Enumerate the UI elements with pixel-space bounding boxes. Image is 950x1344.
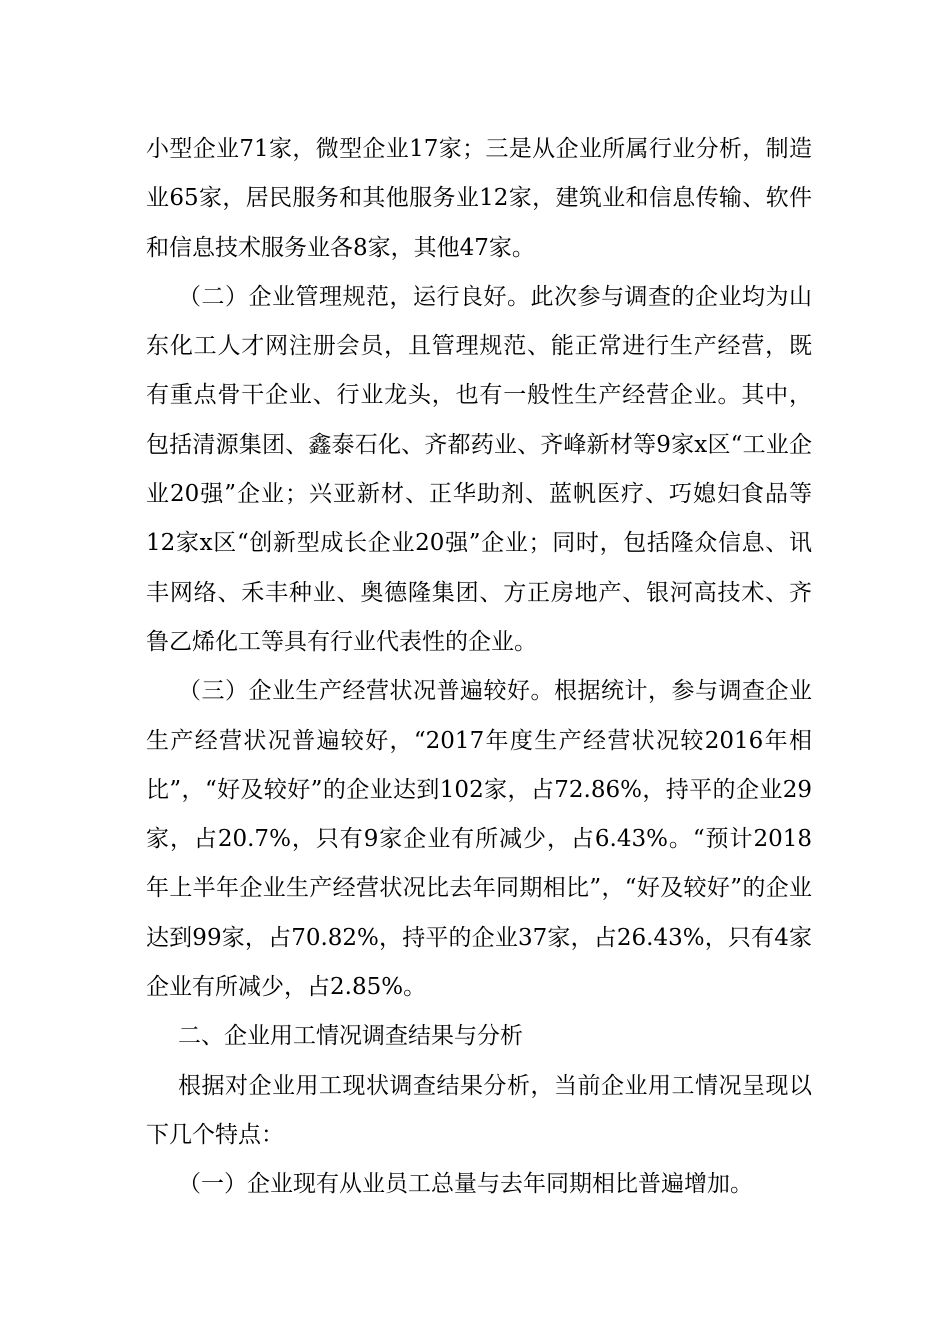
paragraph-subheading: （一）企业现有从业员工总量与去年同期相比普遍增加。 xyxy=(178,1171,753,1198)
paragraph-intro: 根据对企业用工现状调查结果分析，当前企业用工情况呈现以下几个特点： xyxy=(146,1072,812,1148)
document-page xyxy=(146,125,812,1210)
paragraph-industry-breakdown: 小型企业71家，微型企业17家；三是从企业所属行业分析，制造业65家，居民服务和其他服务业12家，建筑业和信息传输、软件和信息技术服务业各8家，其他47家。 xyxy=(146,136,812,261)
paragraph-operations: （三）企业生产经营状况普遍较好。根据统计，参与调查企业生产经营状况普遍较好，“2017年度生产经营状况较2016年相比”，“好及较好”的企业达到102家，占72.86%，持平的企业29家，占20.7%，只有9家企业有所减少，占6.43%。“预计2018年上半年企业生产经营状况比去年同期相比”，“好及较好”的企业达到99家，占70.82%，持平的企业37家，占26.43%，只有4家企业有所减少，占2.85%。 xyxy=(146,678,812,1001)
paragraph-management: （二）企业管理规范，运行良好。此次参与调查的企业均为山东化工人才网注册会员，且管理规范、能正常进行生产经营，既有重点骨干企业、行业龙头，也有一般性生产经营企业。其中，包括清源集团、鑫泰石化、齐都药业、齐峰新材等9家x区“工业企业20强”企业；兴亚新材、正华助剂、蓝帆医疗、巧媳妇食品等12家x区“创新型成长企业20强”企业；同时，包括隆众信息、讯丰网络、禾丰种业、奥德隆集团、方正房地产、银河高技术、齐鲁乙烯化工等具有行业代表性的企业。 xyxy=(146,283,812,655)
section-heading: 二、企业用工情况调查结果与分析 xyxy=(178,1023,523,1050)
